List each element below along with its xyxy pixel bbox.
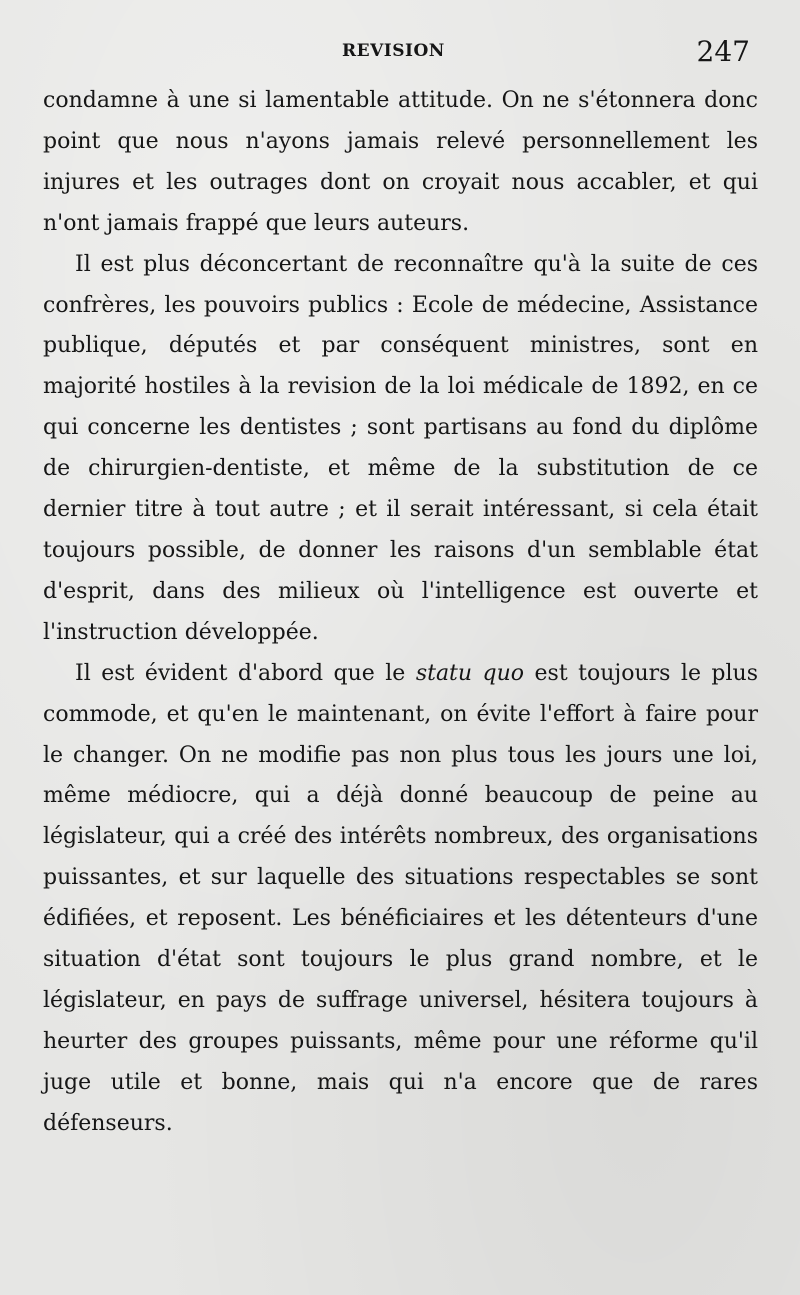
paragraph-text: Il est plus déconcertant de reconnaître qu'à la suite de ces confrères, les pouvoirs publics : Ecole de médecine, Assistance publique, députés et par conséquent ministres, sont en majorité hostiles à la revision de la loi médicale de 1892, en ce qui concerne les dentistes ; sont partisans au fond du diplôme de chirurgien-dentiste, et même de la substitution de ce dernier titre à tout autre ; et il serait intéressant, si cela était toujours possible, de donner les raisons d'un semblable état d'esprit, dans des milieux où l'intelligence est ouverte et l'instruction développée.: [43, 251, 758, 645]
paragraph-text-before: Il est évident d'abord que le: [75, 660, 416, 686]
paragraph-text-after: est toujours le plus commode, et qu'en le maintenant, on évite l'effort à faire pour le changer. On ne modifie pas non plus tous les jours une loi, même médiocre, qui a déjà donné beaucoup de peine au législateur, qui a créé des intérêts nombreux, des organisations puissantes, et sur laquelle des situations respectables se sont édifiées, et reposent. Les bénéficiaires et les détenteurs d'une situation d'état sont toujours le plus grand nombre, et le législateur, en pays de suffrage universel, hésitera toujours à heurter des groupes puissants, même pour une réforme qu'il juge utile et bonne, mais qui n'a encore que de rares défenseurs.: [43, 660, 759, 1136]
paragraph-continuation: [43, 81, 758, 245]
paragraph-statu-quo: [43, 654, 758, 1145]
page-number: 247: [696, 35, 750, 68]
running-title: REVISION: [342, 41, 445, 61]
paragraph-public-authorities: [43, 245, 758, 654]
paragraph-text: condamne à une si lamentable attitude. On ne s'étonnera donc point que nous n'ayons jamais relevé personnellement les injures et les outrages dont on croyait nous accabler, et qui n'ont jamais frappé que leurs auteurs.: [43, 88, 758, 236]
body-text: [43, 81, 758, 1145]
running-header: [0, 37, 800, 67]
italic-phrase: statu quo: [415, 660, 525, 686]
